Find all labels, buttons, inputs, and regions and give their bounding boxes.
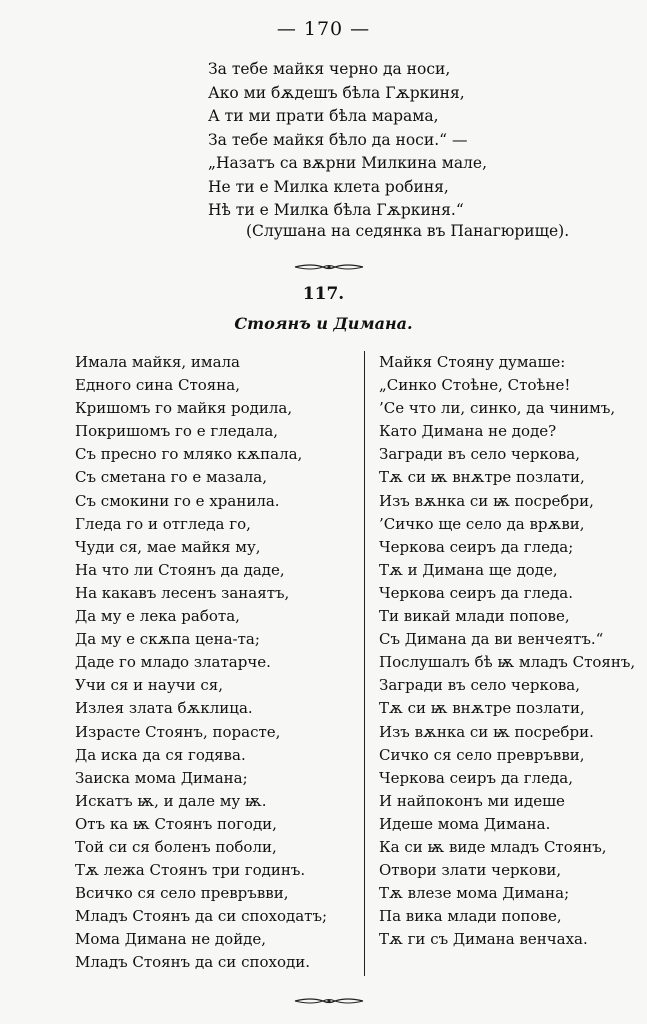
verse-line: Гледа го и отгледа го, xyxy=(75,514,251,533)
verse-line: Да му е лека работа, xyxy=(75,607,240,626)
verse-line: Па вика млади попове, xyxy=(379,907,562,926)
verse-line: Да иска да ся годява. xyxy=(75,745,246,764)
verse-line: Нѣ ти е Милка бѣла Гѫркиня.“ xyxy=(208,201,464,219)
verse-line: Черкова сеиръ да гледа. xyxy=(379,583,573,602)
verse-line: Той си ся боленъ поболи, xyxy=(75,837,277,856)
verse-line: Като Димана не доде? xyxy=(379,422,557,441)
verse-line: Искатъ ѭ, и дале му ѭ. xyxy=(75,791,267,810)
poem-title: Стоянъ и Димана. xyxy=(234,314,413,333)
ornament-divider-bottom xyxy=(293,996,365,1006)
verse-line: Тѫ си ѭ внѫтре позлати, xyxy=(379,699,585,718)
verse-line: Да му е скѫпа цена-та; xyxy=(75,630,260,649)
verse-line: Покришомъ го е гледала, xyxy=(75,422,279,441)
verse-line: Всичко ся село превръвви, xyxy=(75,884,289,903)
verse-line: Послушалъ бѣ ѭ младъ Стоянъ, xyxy=(379,653,636,672)
verse-line: ’Сичко ще село да врѫви, xyxy=(379,514,585,533)
verse-line: А ти ми прати бѣла марама, xyxy=(208,107,439,125)
verse-line: Отвори злати черкови, xyxy=(379,861,562,880)
verse-line: Загради въ село черкова, xyxy=(379,445,581,464)
verse-line: Тѫ и Димана ще доде, xyxy=(379,560,558,579)
verse-line: Чуди ся, мае майкя му, xyxy=(75,537,261,556)
verse-line: Тѫ ги съ Димана венчаха. xyxy=(379,930,588,949)
verse-line: Тѫ лежа Стоянъ три годинъ. xyxy=(75,861,306,880)
verse-line: Сичко ся село превръвви, xyxy=(379,745,585,764)
verse-line: Тѫ влезе мома Димана; xyxy=(379,884,570,903)
verse-line: Имала майкя, имала xyxy=(75,353,240,371)
verse-line: Заиска мома Димана; xyxy=(75,768,248,787)
verse-line: Съ сметана го е мазала, xyxy=(75,468,267,487)
verse-line: Изъ вѫнка си ѭ посребри. xyxy=(379,722,594,741)
verse-line: Загради въ село черкова, xyxy=(379,676,581,695)
verse-line: Даде го младо златарче. xyxy=(75,653,271,672)
column-divider xyxy=(364,351,365,976)
verse-line: Ка си ѭ виде младъ Стоянъ, xyxy=(379,837,607,856)
verse-line: Кришомъ го майкя родила, xyxy=(75,399,293,418)
verse-line: Ако ми бѫдешъ бѣла Гѫркиня, xyxy=(208,83,465,102)
verse-line: Учи ся и научи ся, xyxy=(75,676,224,695)
verse-line: На что ли Стоянъ да даде, xyxy=(75,560,285,579)
poem-number: 117. xyxy=(302,284,345,304)
verse-line: Черкова сеиръ да гледа; xyxy=(379,537,574,556)
verse-line: И найпоконъ ми идеше xyxy=(379,791,565,810)
poem-left-column xyxy=(75,351,355,975)
ornament-divider-top xyxy=(293,262,365,272)
verse-line: Младъ Стоянъ да си споходатъ; xyxy=(75,907,328,926)
verse-line: Едного сина Стояна, xyxy=(75,376,240,395)
verse-line: За тебе майкя черно да носи, xyxy=(208,60,451,78)
verse-line: Ти викай млади попове, xyxy=(379,607,570,626)
page-number: — 170 — xyxy=(276,18,371,40)
verse-line: Черкова сеиръ да гледа, xyxy=(379,768,573,787)
verse-line: Съ Димана да ви венчеятъ.“ xyxy=(379,630,604,649)
verse-line: Излея злата бѫклица. xyxy=(75,699,253,718)
verse-line: Тѫ си ѭ внѫтре позлати, xyxy=(379,468,585,487)
verse-line: Съ пресно го мляко кѫпала, xyxy=(75,445,303,464)
verse-line: Идеше мома Димана. xyxy=(379,814,551,833)
verse-line: Младъ Стоянъ да си споходи. xyxy=(75,953,310,972)
verse-line: За тебе майкя бѣло да носи.“ — xyxy=(208,130,468,149)
verse-line: „Синко Стоѣне, Стоѣне! xyxy=(379,376,571,395)
verse-line: „Назатъ са вѫрни Милкина мале, xyxy=(208,154,487,172)
verse-line: Съ смокини го е хранила. xyxy=(75,491,280,510)
verse-line: Отъ ка ѭ Стоянъ погоди, xyxy=(75,814,277,833)
source-note: (Слушана на седянка въ Панагюрище). xyxy=(246,222,570,240)
verse-line: Не ти е Милка клета робиня, xyxy=(208,177,449,196)
verse-line: Мома Димана не дойде, xyxy=(75,930,267,949)
verse-line: Изъ вѫнка си ѭ посребри, xyxy=(379,491,594,510)
verse-line: Израсте Стоянъ, порасте, xyxy=(75,722,281,741)
previous-poem-ending xyxy=(208,58,487,223)
verse-line: Майкя Стояну думаше: xyxy=(379,353,566,371)
verse-line: ’Се что ли, синко, да чинимъ, xyxy=(379,399,616,418)
poem-right-column xyxy=(379,351,636,951)
verse-line: На какавъ лесенъ занаятъ, xyxy=(75,583,290,602)
